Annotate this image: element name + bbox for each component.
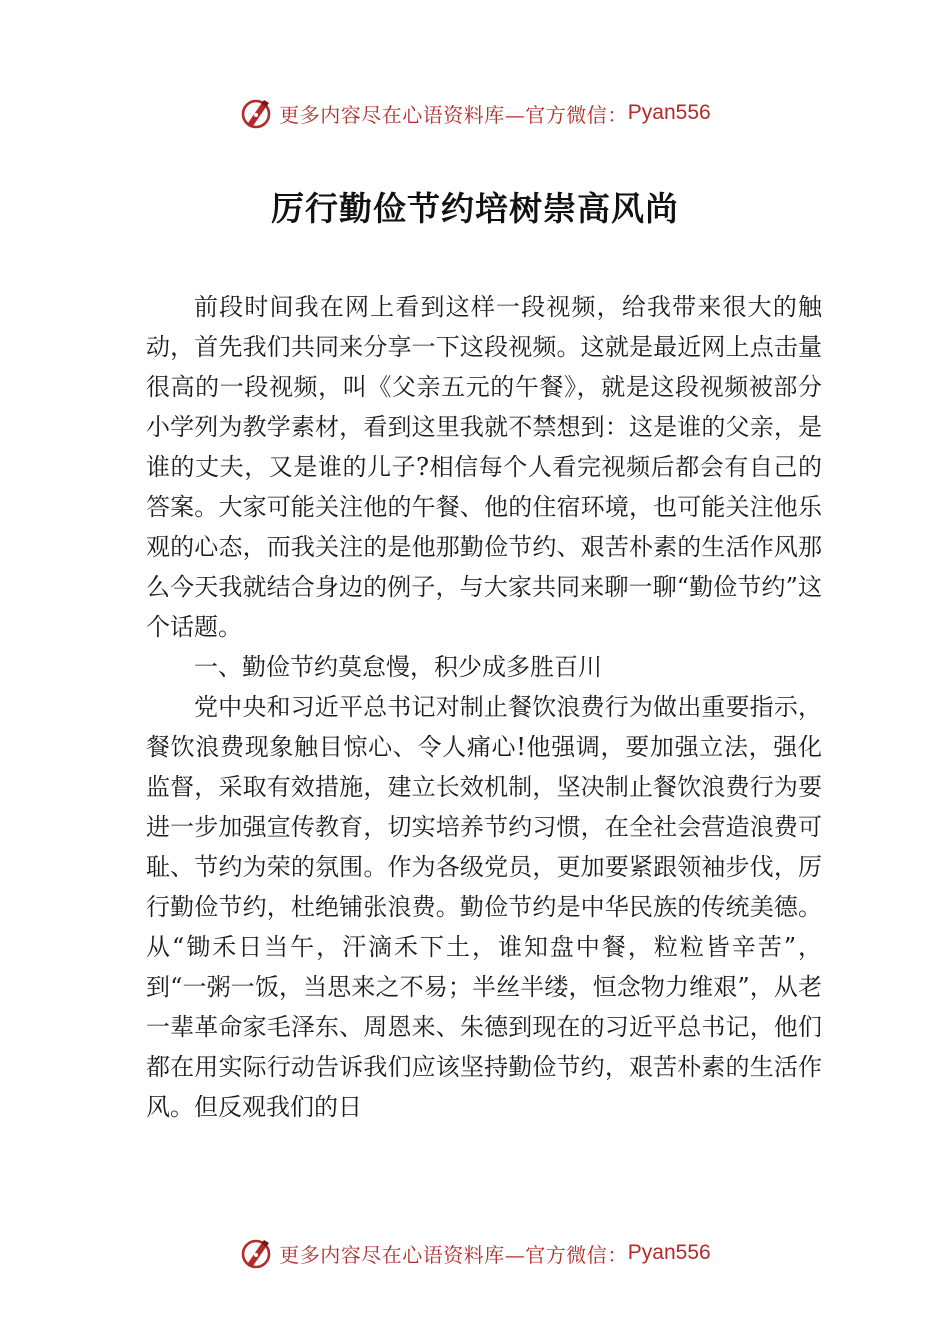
header-banner bbox=[0, 93, 950, 133]
paragraph-intro: 前段时间我在网上看到这样一段视频，给我带来很大的触动，首先我们共同来分享一下这段视频。这就是最近网上点击量很高的一段视频，叫《父亲五元的午餐》，就是这段视频被部分小学列为教学素材，看到这里我就不禁想到：这是谁的父亲，是谁的丈夫，又是谁的儿子?相信每个人看完视频后都会有自己的答案。大家可能关注他的午餐、他的住宿环境，也可能关注他乐观的心态，而我关注的是他那勤俭节约、艰苦朴素的生活作风那么今天我就结合身边的例子，与大家共同来聊一聊“勤俭节约”这个话题。 bbox=[146, 293, 822, 641]
document-title: 厉行勤俭节约培树崇高风尚 bbox=[271, 189, 679, 228]
section-heading-1: 一、勤俭节约莫怠慢，积少成多胜百川 bbox=[194, 653, 602, 681]
pen-nib-circle-icon bbox=[239, 96, 273, 130]
footer-banner bbox=[0, 1233, 950, 1273]
document-body bbox=[146, 287, 822, 1127]
banner-text: 更多内容尽在心语资料库—官方微信： bbox=[279, 1242, 628, 1267]
banner-text: 更多内容尽在心语资料库—官方微信： bbox=[279, 102, 628, 127]
pen-nib-circle-icon bbox=[239, 1236, 273, 1270]
banner-wechat-id: Pyan556 bbox=[627, 1241, 711, 1264]
paragraph-section-1: 党中央和习近平总书记对制止餐饮浪费行为做出重要指示，餐饮浪费现象触目惊心、令人痛心!他强调，要加强立法，强化监督，采取有效措施，建立长效机制，坚决制止餐饮浪费行为要进一步加强宣传教育，切实培养节约习惯，在全社会营造浪费可耻、节约为荣的氛围。作为各级党员，更加要紧跟领袖步伐，厉行勤俭节约，杜绝铺张浪费。勤俭节约是中华民族的传统美德。从“锄禾日当午，汗滴禾下土，谁知盘中餐，粒粒皆辛苦”，到“一粥一饭，当思来之不易；半丝半缕，恒念物力维艰”，从老一辈革命家毛泽东、周恩来、朱德到现在的习近平总书记，他们都在用实际行动告诉我们应该坚持勤俭节约，艰苦朴素的生活作风。但反观我们的日 bbox=[146, 693, 822, 1121]
banner-wechat-id: Pyan556 bbox=[627, 101, 711, 124]
